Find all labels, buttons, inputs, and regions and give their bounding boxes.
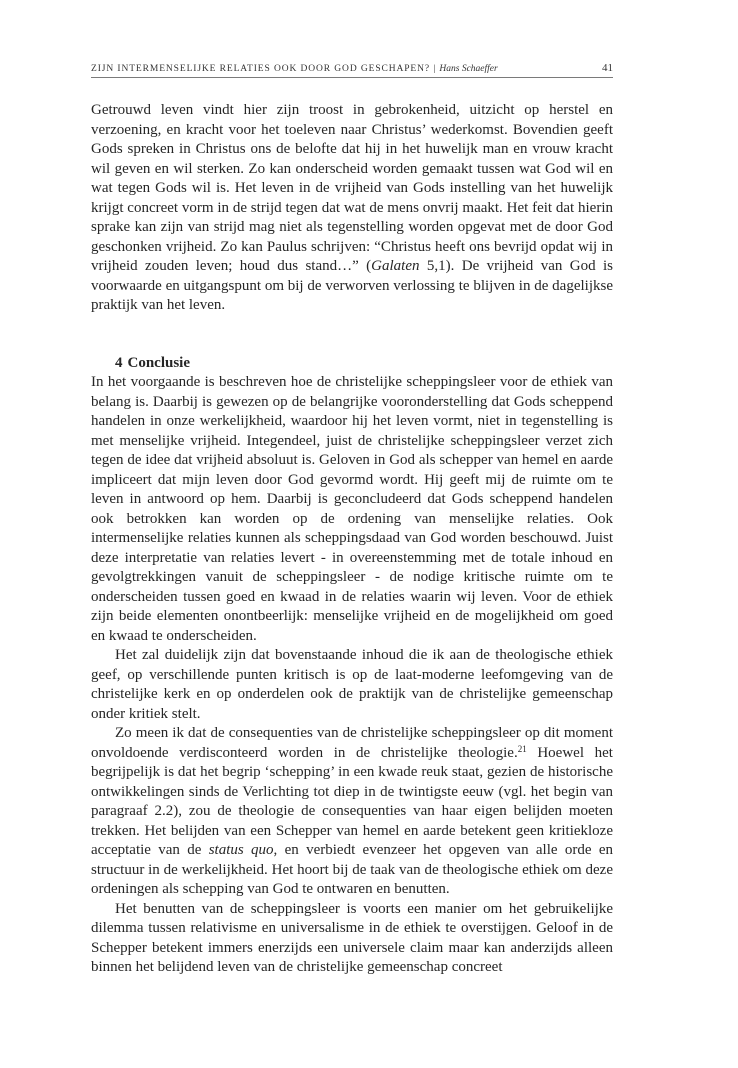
italic-term: status quo	[208, 842, 274, 858]
paragraph-2: In het voorgaande is beschreven hoe de christelijke scheppingsleer voor de ethiek van belang is. Daarbij is gewezen op de belangrijke vooronderstelling dat Gods scheppend handelen in onze werkelijkheid, waardoor hij het leven vormt, niet in tegenstelling is met menselijke vrijheid. Integendeel, juist de christelijke scheppingsleer verzet zich tegen de idee dat vrijheid absoluut is. Geloven in God als schepper van hemel en aarde impliceert dat mijn leven door God gevormd wordt. Hij geeft mij de ruimte om te leven in antwoord op hem. Daarbij is geconcludeerd dat Gods scheppend handelen ook betrokken kan worden op de ordening van menselijke relaties. Ook intermenselijke relaties kunnen als scheppingsdaad van God worden beschouwd. Juist deze interpretatie van relaties levert - in overeenstemming met de totale inhoud en gevolgtrekkingen vanuit de scheppingsleer - de nodige kritische ruimte om te onderscheiden tussen goed en kwaad in de relaties waarin wij leven. Voor de ethiek zijn beide elementen onontbeerlijk: menselijke vrijheid en de mogelijkheid om goed en kwaad te onderscheiden.	[91, 374, 613, 644]
body-text	[91, 101, 613, 978]
paragraph-5: Het benutten van de scheppingsleer is voorts een manier om het gebruikelijke dilemma tussen relativisme en universalisme in de ethiek te overstijgen. Geloof in de Schepper betekent immers enerzijds een universele claim maar kan anderzijds alleen binnen het belijdend leven van de christelijke gemeenschap concreet	[91, 900, 613, 975]
running-title: ZIJN INTERMENSELIJKE RELATIES OOK DOOR GOD GESCHAPEN?	[91, 64, 431, 74]
page-number: 41	[602, 62, 613, 74]
paragraph-1: Getrouwd leven vindt hier zijn troost in gebrokenheid, uitzicht op herstel en verzoening, en kracht voor het toeleven naar Christus’ wederkomst. Bovendien geeft Gods spreken in Christus ons de belofte dat hij in het huwelijk man en vrouw kracht wil geven en wil sterken. Zo kan onderscheid worden gemaakt tussen wat God wil en wat tegen Gods wil is. Het leven in de vrijheid van Gods instelling van het huwelijk krijgt concreet vorm in de strijd tegen dat wat de mens onvrij maakt. Het feit dat hierin sprake kan zijn van strijd mag niet als tegenstelling worden opgevat met de door God geschonken vrijheid. Zo kan Paulus schrijven: “Christus heeft ons bevrijd opdat wij in vrijheid zouden leven; houd dus stand…” (Galaten 5,1). De vrijheid van God is voorwaarde en uitgangspunt om bij de verworven verlossing te blijven in de dagelijkse praktijk van het leven.	[91, 102, 613, 313]
section-heading	[115, 354, 613, 374]
footnote-marker: 21	[517, 743, 527, 754]
running-author: Hans Schaeffer	[439, 64, 498, 74]
bible-reference: Galaten	[371, 258, 420, 274]
running-header	[91, 62, 613, 74]
section-number: 4	[115, 354, 123, 371]
header-separator: |	[433, 64, 437, 74]
section-title: Conclusie	[127, 354, 191, 371]
paragraph-4: Zo meen ik dat de consequenties van de christelijke scheppingsleer op dit moment onvoldoende verdisconteerd worden in de christelijke theologie.$^{21}$ Hoewel het begrijpelijk is dat het begrip ‘schepping’ in een kwade reuk staat, gezien de historische ontwikkelingen sinds de Verlichting tot diep in de twintigste eeuw (vgl. het begin van paragraaf 2.2), zou de theologie de consequenties van haar eigen belijden moeten trekken. Het belijden van een Schepper van hemel en aarde betekent geen kritiekloze acceptatie van de status quo, en verbiedt evenzeer het opgeven van alle orde en structuur in de werkelijkheid. Het hoort bij de taak van de theologische ethiek om deze ordeningen als schepping van God te ontwaren en benutten.	[91, 725, 613, 897]
header-rule	[91, 77, 613, 78]
paragraph-3: Het zal duidelijk zijn dat bovenstaande inhoud die ik aan de theologische ethiek geef, op verschillende punten kritisch is op de laat-moderne leefomgeving van de christelijke kerk en op onderdelen ook de praktijk van de christelijke gemeenschap onder kritiek stelt.	[91, 647, 613, 722]
header-left	[91, 64, 498, 74]
